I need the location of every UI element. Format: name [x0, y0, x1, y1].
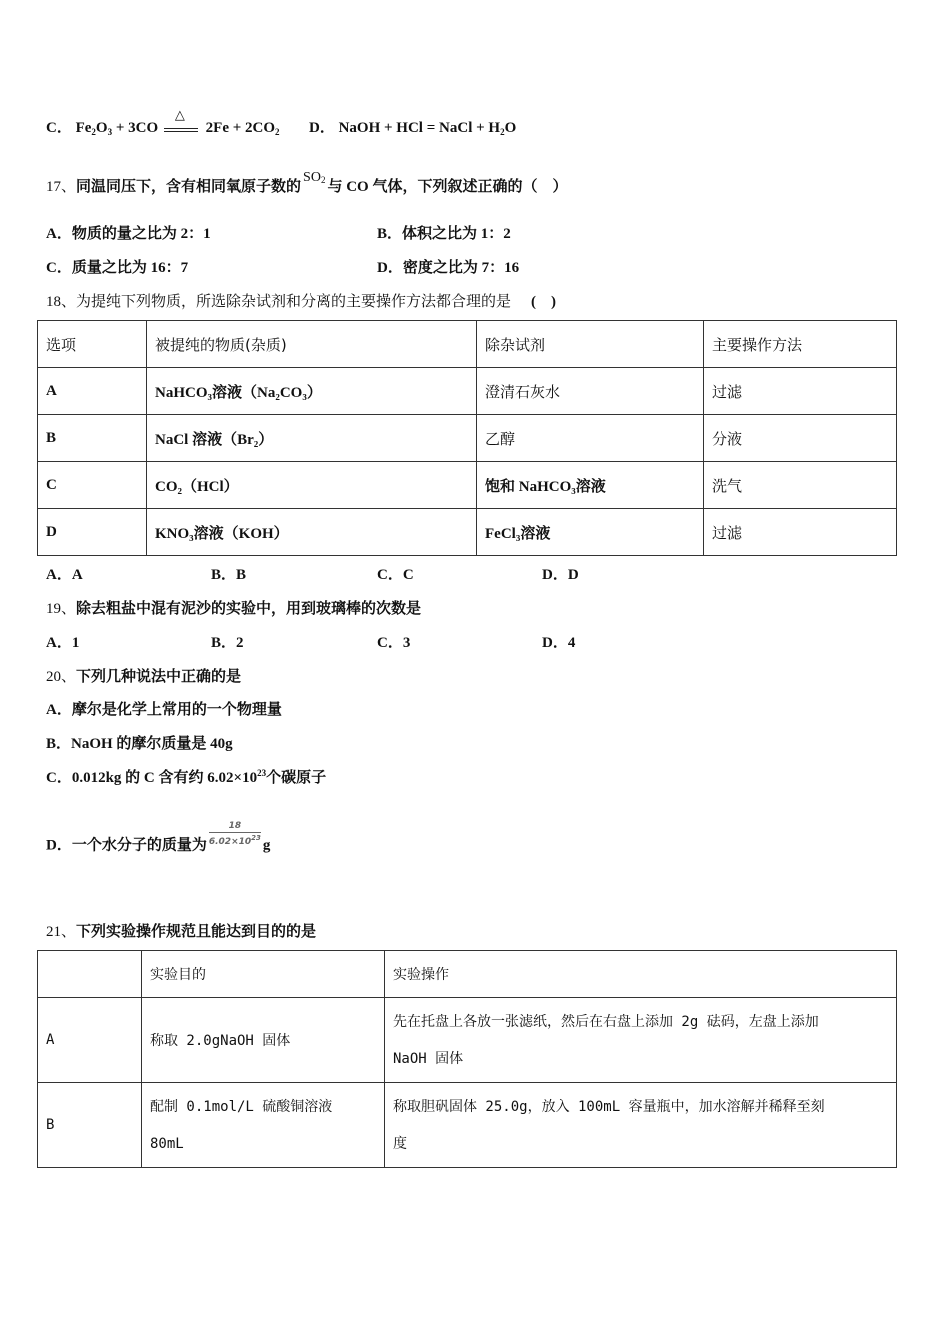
q20-option-d[interactable]: D．一个水分子的质量为 $\frac{18}{6.02\times 10^{23}}$ g	[46, 821, 271, 854]
q17-option-d[interactable]: D．密度之比为 7：16	[377, 260, 520, 276]
q19-stem: 19、除去粗盐中混有泥沙的实验中，用到玻璃棒的次数是	[46, 601, 422, 617]
q17-option-b[interactable]: B．体积之比为 1：2	[377, 226, 511, 242]
q17-option-a[interactable]: A．物质的量之比为 2：1	[46, 226, 211, 242]
q18-option-b[interactable]: B．B	[211, 567, 247, 583]
q17-option-c[interactable]: C．质量之比为 16：7	[46, 260, 189, 276]
header-option	[38, 951, 142, 998]
table-row: B 配制 0.1mol/L 硫酸铜溶液 80mL 称取胆矾固体 25.0g，放入 100mL 容量瓶中，加水溶解并稀释至刻 度	[38, 1083, 897, 1168]
header-substance: 被提纯的物质(杂质)	[147, 321, 477, 368]
header-method: 主要操作方法	[704, 321, 897, 368]
table-row: A 称取 2.0gNaOH 固体 先在托盘上各放一张滤纸，然后在右盘上添加 2g 砝码，左盘上添加 NaOH 固体	[38, 998, 897, 1083]
q19-option-b[interactable]: B．2	[211, 635, 244, 651]
q16-option-c	[46, 107, 280, 137]
q18-stem: 18、为提纯下列物质，所选除杂试剂和分离的主要操作方法都合理的是 ( )	[46, 294, 557, 310]
q18-table	[37, 320, 897, 556]
q20-stem: 20、下列几种说法中正确的是	[46, 669, 242, 685]
q19-option-c[interactable]: C．3	[377, 635, 411, 651]
option-label: C．	[46, 120, 72, 136]
equation: NaOH + HCl = NaCl + $H_2O$	[338, 120, 517, 137]
header-operation: 实验操作	[385, 951, 897, 998]
q18-option-a[interactable]: A．A	[46, 567, 83, 583]
table-row: D KNO₃溶液（KOH） FeCl₃溶液 过滤	[38, 509, 897, 556]
q19-option-d[interactable]: D．4	[542, 635, 576, 651]
question-number: 17、	[46, 179, 77, 195]
answer-blank: ( )	[531, 294, 557, 310]
question-number: 20、	[46, 669, 77, 685]
q18-option-c[interactable]: C．C	[377, 567, 414, 583]
q20-option-c[interactable]: C．0.012kg 的 C 含有约 $6.02\times 10^{23}$个碳原子	[46, 768, 327, 786]
table-row: C CO₂（HCl） 饱和 NaHCO₃溶液 洗气	[38, 462, 897, 509]
q17-stem: 17、同温同压下，含有相同氧原子数的SO2 与 CO 气体，下列叙述正确的（ ）	[46, 170, 568, 195]
question-number: 21、	[46, 924, 77, 940]
option-label: D．	[309, 120, 335, 136]
q18-option-d[interactable]: D．D	[542, 567, 579, 583]
header-reagent: 除杂试剂	[477, 321, 704, 368]
table-header-row	[38, 321, 897, 368]
header-option: 选项	[38, 321, 147, 368]
heat-condition-arrow	[164, 107, 198, 136]
table-row: B NaCl 溶液（Br₂） 乙醇 分液	[38, 415, 897, 462]
q20-option-a[interactable]: A．摩尔是化学上常用的一个物理量	[46, 702, 282, 718]
table-row: A NaHCO₃溶液（Na₂CO₃） 澄清石灰水 过滤	[38, 368, 897, 415]
table-header-row	[38, 951, 897, 998]
reactants: $Fe_2O_3 + 3CO$	[75, 120, 159, 137]
delta-icon: △	[174, 107, 185, 123]
q16-option-d	[309, 116, 516, 137]
so2-formula: SO2	[303, 170, 326, 185]
fraction-18-over-avogadro: $\frac{18}{6.02\times 10^{23}}$	[208, 821, 261, 847]
q20-option-b[interactable]: B．NaOH 的摩尔质量是 40g	[46, 736, 233, 752]
q21-stem: 21、下列实验操作规范且能达到目的的是	[46, 924, 317, 940]
products: $2Fe + 2CO_2$	[205, 120, 280, 137]
question-number: 19、	[46, 601, 77, 617]
question-number: 18、	[46, 294, 77, 310]
header-purpose: 实验目的	[142, 951, 385, 998]
q21-table	[37, 950, 897, 1168]
q19-option-a[interactable]: A．1	[46, 635, 80, 651]
